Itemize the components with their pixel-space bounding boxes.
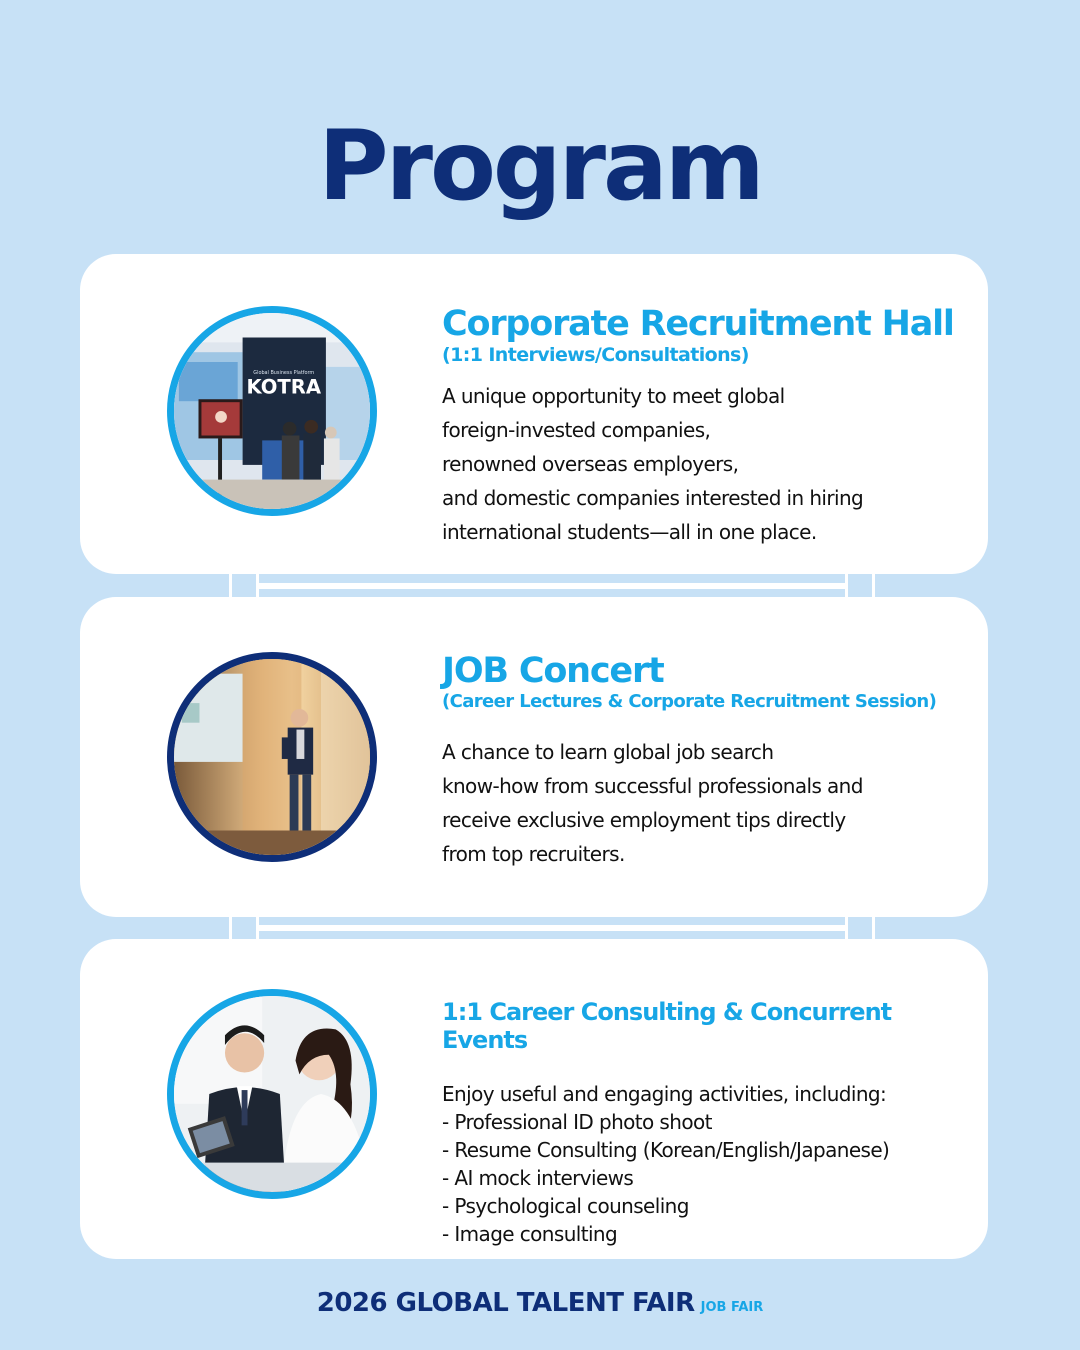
description-line: from top recruiters. bbox=[442, 841, 625, 866]
career-consulting-photo bbox=[167, 989, 377, 1199]
program-description bbox=[442, 1080, 982, 1248]
recruitment-hall-photo bbox=[167, 306, 377, 516]
program-subheading: (Career Lectures & Corporate Recruitment Session) bbox=[442, 691, 937, 713]
description-line: international students—all in one place. bbox=[442, 520, 817, 545]
list-item: - Psychological counseling bbox=[442, 1194, 689, 1219]
description-line: know-how from successful professionals and bbox=[442, 773, 863, 798]
program-card-job-concert bbox=[80, 597, 988, 917]
list-item: - Image consulting bbox=[442, 1222, 618, 1247]
footer-logo bbox=[0, 1288, 1080, 1318]
description-line: foreign-invested companies, bbox=[442, 418, 711, 443]
description-line: receive exclusive employment tips directly bbox=[442, 807, 846, 832]
connector-bridge bbox=[256, 925, 848, 931]
list-item: - Professional ID photo shoot bbox=[442, 1110, 712, 1135]
program-card-career-consulting bbox=[80, 939, 988, 1259]
job-concert-photo bbox=[167, 652, 377, 862]
description-line: A unique opportunity to meet global bbox=[442, 384, 785, 409]
footer-tag: JOB FAIR bbox=[700, 1300, 764, 1315]
description-line: and domestic companies interested in hiring bbox=[442, 486, 864, 511]
booth-sign: KOTRA bbox=[246, 375, 322, 399]
description-line: A chance to learn global job search bbox=[442, 739, 774, 764]
page-title: Program bbox=[318, 110, 762, 222]
consulting-image bbox=[174, 996, 370, 1192]
program-description bbox=[442, 735, 982, 871]
job-concert-text bbox=[442, 651, 982, 871]
program-heading: 1:1 Career Consulting & Concurrent Events bbox=[442, 998, 892, 1054]
list-item: - Resume Consulting (Korean/English/Japanese) bbox=[442, 1138, 890, 1163]
description-line: renowned overseas employers, bbox=[442, 452, 739, 477]
program-card-recruitment-hall bbox=[80, 254, 988, 574]
lecture-image bbox=[174, 659, 370, 855]
recruitment-hall-text bbox=[442, 304, 982, 549]
connector-bridge bbox=[256, 583, 848, 589]
program-heading: Corporate Recruitment Hall bbox=[442, 304, 954, 344]
footer-event-name: 2026 GLOBAL TALENT FAIR bbox=[316, 1288, 695, 1318]
booth-sign-small: Global Business Platform bbox=[253, 369, 315, 376]
list-item: - AI mock interviews bbox=[442, 1166, 634, 1191]
program-subheading: (1:1 Interviews/Consultations) bbox=[442, 344, 749, 367]
description-line: Enjoy useful and engaging activities, including: bbox=[442, 1082, 887, 1107]
career-consulting-text bbox=[442, 999, 982, 1248]
booth-image bbox=[174, 313, 370, 509]
program-heading: JOB Concert bbox=[442, 651, 664, 691]
program-description bbox=[442, 379, 982, 549]
